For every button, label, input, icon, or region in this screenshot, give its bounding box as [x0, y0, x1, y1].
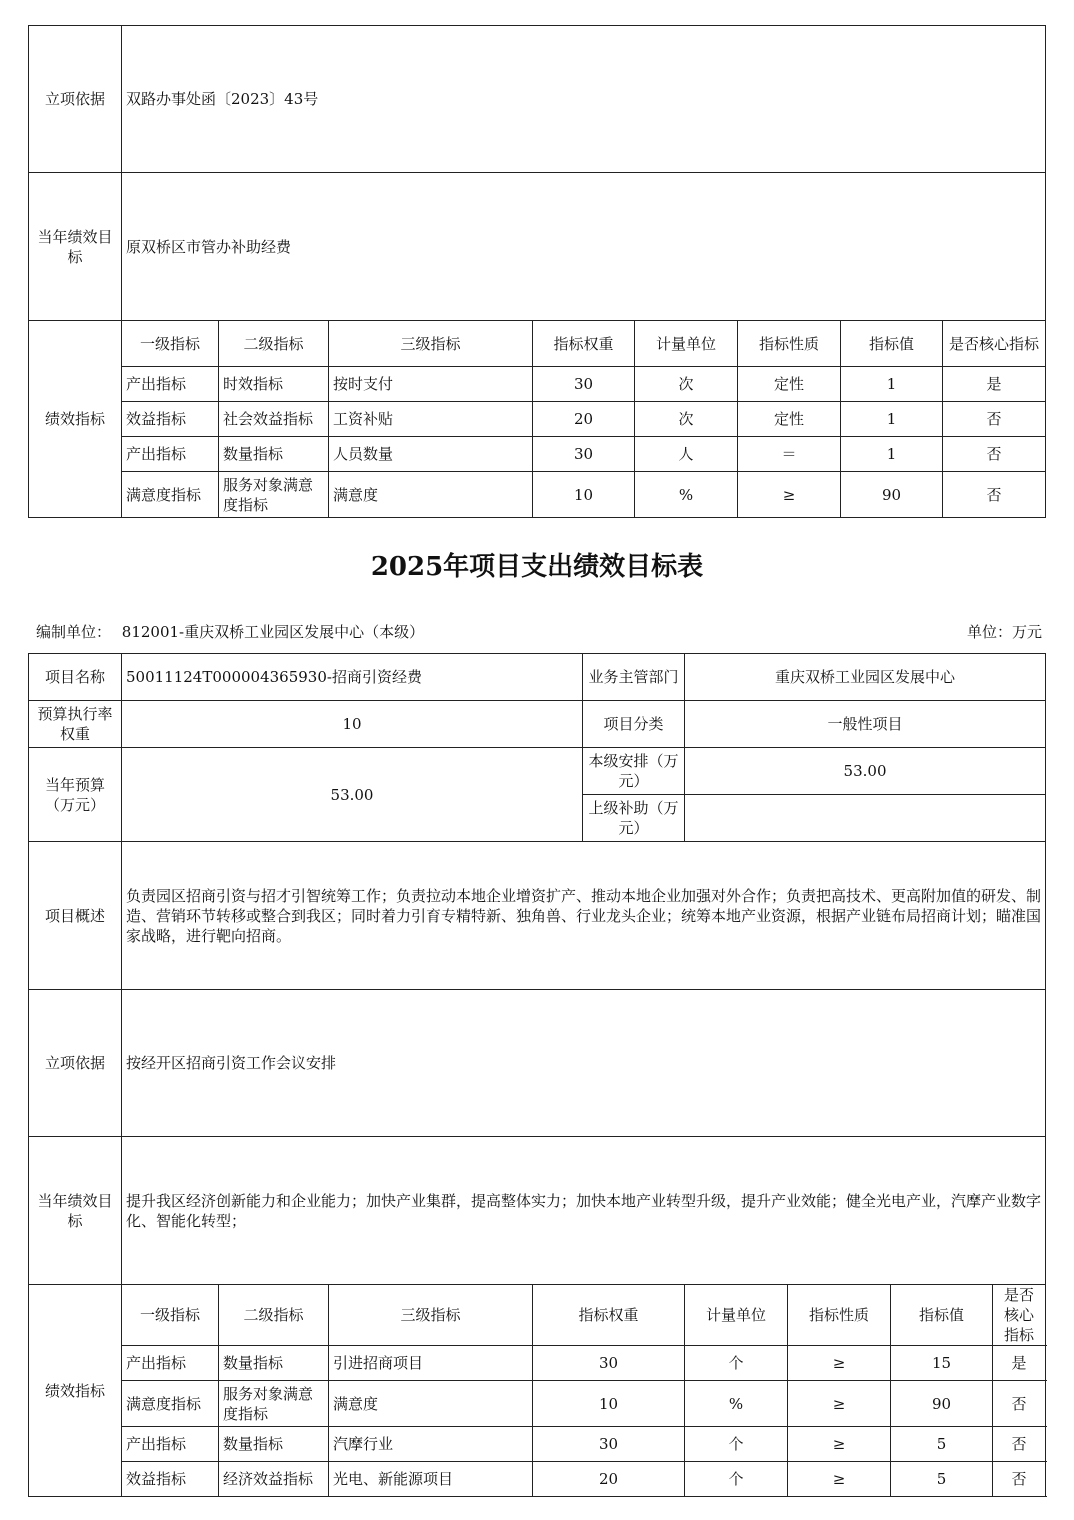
table-row — [29, 402, 1046, 437]
local-value: 53.00 — [685, 748, 1046, 795]
project-name-label: 项目名称 — [29, 654, 122, 701]
cell: 30 — [533, 367, 635, 402]
subsidy-value — [685, 795, 1046, 842]
header-cell: 是否核心指标 — [993, 1285, 1046, 1346]
currency-unit: 单位：万元 — [966, 623, 1042, 641]
cell: 否 — [943, 402, 1046, 437]
budget-label: 当年预算（万元） — [29, 748, 122, 842]
overview-label: 项目概述 — [29, 842, 122, 990]
table-row — [29, 367, 1046, 402]
header-cell: 是否核心指标 — [943, 321, 1046, 367]
indicators-label: 绩效指标 — [29, 321, 122, 518]
table-row — [29, 1427, 1046, 1462]
cell: 30 — [533, 1346, 685, 1381]
basis-value: 双路办事处函〔2023〕43号 — [122, 26, 1046, 173]
cell: 次 — [635, 367, 738, 402]
header-cell: 二级指标 — [219, 321, 329, 367]
cell: 数量指标 — [219, 1346, 329, 1381]
compiling-unit-value: 812001-重庆双桥工业园区发展中心（本级） — [121, 623, 425, 641]
budget-value: 53.00 — [122, 748, 583, 842]
cell: 否 — [993, 1427, 1046, 1462]
cell: ≥ — [788, 1381, 891, 1427]
cell: 定性 — [738, 402, 841, 437]
cell: 定性 — [738, 367, 841, 402]
cell: 产出指标 — [122, 1427, 219, 1462]
cell: 个 — [685, 1462, 788, 1497]
header-cell: 指标权重 — [533, 1285, 685, 1346]
basis-value: 按经开区招商引资工作会议安排 — [122, 990, 1046, 1137]
cell: 经济效益指标 — [219, 1462, 329, 1497]
cell: 人 — [635, 437, 738, 472]
cell: 工资补贴 — [329, 402, 533, 437]
cell: 10 — [533, 1381, 685, 1427]
table-row — [29, 1346, 1046, 1381]
cell: 5 — [891, 1427, 993, 1462]
cell: 人员数量 — [329, 437, 533, 472]
cell: 个 — [685, 1346, 788, 1381]
page-title: 2025年项目支出绩效目标表 — [370, 552, 704, 582]
header-cell: 指标权重 — [533, 321, 635, 367]
cell: 次 — [635, 402, 738, 437]
cell: 服务对象满意度指标 — [219, 472, 329, 518]
cell: 否 — [943, 472, 1046, 518]
cell: 是 — [993, 1346, 1046, 1381]
cell: 效益指标 — [122, 1462, 219, 1497]
cell: 数量指标 — [219, 437, 329, 472]
project-performance-table — [28, 653, 1046, 1497]
compiling-unit — [36, 621, 424, 642]
cell: 1 — [841, 437, 943, 472]
cell: ＝ — [738, 437, 841, 472]
overview-value: 负责园区招商引资与招才引智统筹工作；负责拉动本地企业增资扩产、推动本地企业加强对外合作；负责把高技术、更高附加值的研发、制造、营销环节转移或整合到我区；同时着力引育专精特新、独角兽、行业龙头企业；统筹本地产业资源，根据产业链布局招商计划；瞄准国家战略，进行靶向招商。 — [122, 842, 1046, 990]
cell: ≥ — [788, 1427, 891, 1462]
cell: 服务对象满意度指标 — [219, 1381, 329, 1427]
cell: 1 — [841, 367, 943, 402]
header-cell: 指标值 — [891, 1285, 993, 1346]
cell: % — [635, 472, 738, 518]
cell: 90 — [841, 472, 943, 518]
cell: 光电、新能源项目 — [329, 1462, 533, 1497]
cell: 30 — [533, 1427, 685, 1462]
cell: 产出指标 — [122, 367, 219, 402]
cell: 社会效益指标 — [219, 402, 329, 437]
category-value: 一般性项目 — [685, 701, 1046, 748]
cell: 效益指标 — [122, 402, 219, 437]
cell: 按时支付 — [329, 367, 533, 402]
cell: 满意度 — [329, 1381, 533, 1427]
header-cell: 指标值 — [841, 321, 943, 367]
header-cell: 计量单位 — [685, 1285, 788, 1346]
cell: 15 — [891, 1346, 993, 1381]
local-label: 本级安排（万元） — [583, 748, 685, 795]
cell: ≥ — [788, 1462, 891, 1497]
basis-label: 立项依据 — [29, 990, 122, 1137]
table-row — [29, 472, 1046, 518]
cell: 时效指标 — [219, 367, 329, 402]
cell: 产出指标 — [122, 437, 219, 472]
header-cell: 三级指标 — [329, 321, 533, 367]
category-label: 项目分类 — [583, 701, 685, 748]
cell: 30 — [533, 437, 635, 472]
cell: ≥ — [788, 1346, 891, 1381]
header-cell: 指标性质 — [738, 321, 841, 367]
subsidy-label: 上级补助（万元） — [583, 795, 685, 842]
cell: 是 — [943, 367, 1046, 402]
table-row — [29, 1381, 1046, 1427]
exec-rate-value: 10 — [122, 701, 583, 748]
goal-value: 原双桥区市管办补助经费 — [122, 173, 1046, 321]
header-cell: 一级指标 — [122, 321, 219, 367]
header-cell: 二级指标 — [219, 1285, 329, 1346]
cell: 1 — [841, 402, 943, 437]
table-row — [29, 1462, 1046, 1497]
cell: 否 — [943, 437, 1046, 472]
goal-label: 当年绩效目标 — [29, 1137, 122, 1285]
cell: 满意度指标 — [122, 472, 219, 518]
cell: 汽摩行业 — [329, 1427, 533, 1462]
table-row — [29, 437, 1046, 472]
cell: % — [685, 1381, 788, 1427]
cell: 90 — [891, 1381, 993, 1427]
cell: 产出指标 — [122, 1346, 219, 1381]
cell: 满意度指标 — [122, 1381, 219, 1427]
dept-value: 重庆双桥工业园区发展中心 — [685, 654, 1046, 701]
dept-label: 业务主管部门 — [583, 654, 685, 701]
cell: 个 — [685, 1427, 788, 1462]
cell: 引进招商项目 — [329, 1346, 533, 1381]
indicators-label: 绩效指标 — [29, 1285, 122, 1497]
header-cell: 指标性质 — [788, 1285, 891, 1346]
header-cell: 一级指标 — [122, 1285, 219, 1346]
cell: 20 — [533, 402, 635, 437]
goal-value: 提升我区经济创新能力和企业能力；加快产业集群，提高整体实力；加快本地产业转型升级，提升产业效能；健全光电产业，汽摩产业数字化、智能化转型； — [122, 1137, 1046, 1285]
cell: 满意度 — [329, 472, 533, 518]
exec-rate-label: 预算执行率权重 — [29, 701, 122, 748]
top-performance-table — [28, 25, 1046, 518]
cell: 否 — [993, 1381, 1046, 1427]
goal-label: 当年绩效目标 — [29, 173, 122, 321]
compiling-unit-label: 编制单位： — [36, 623, 112, 641]
cell: ≥ — [738, 472, 841, 518]
project-name-value: 50011124T000004365930-招商引资经费 — [122, 654, 583, 701]
cell: 20 — [533, 1462, 685, 1497]
cell: 否 — [993, 1462, 1046, 1497]
header-cell: 计量单位 — [635, 321, 738, 367]
basis-label: 立项依据 — [29, 26, 122, 173]
cell: 5 — [891, 1462, 993, 1497]
header-cell: 三级指标 — [329, 1285, 533, 1346]
cell: 数量指标 — [219, 1427, 329, 1462]
cell: 10 — [533, 472, 635, 518]
